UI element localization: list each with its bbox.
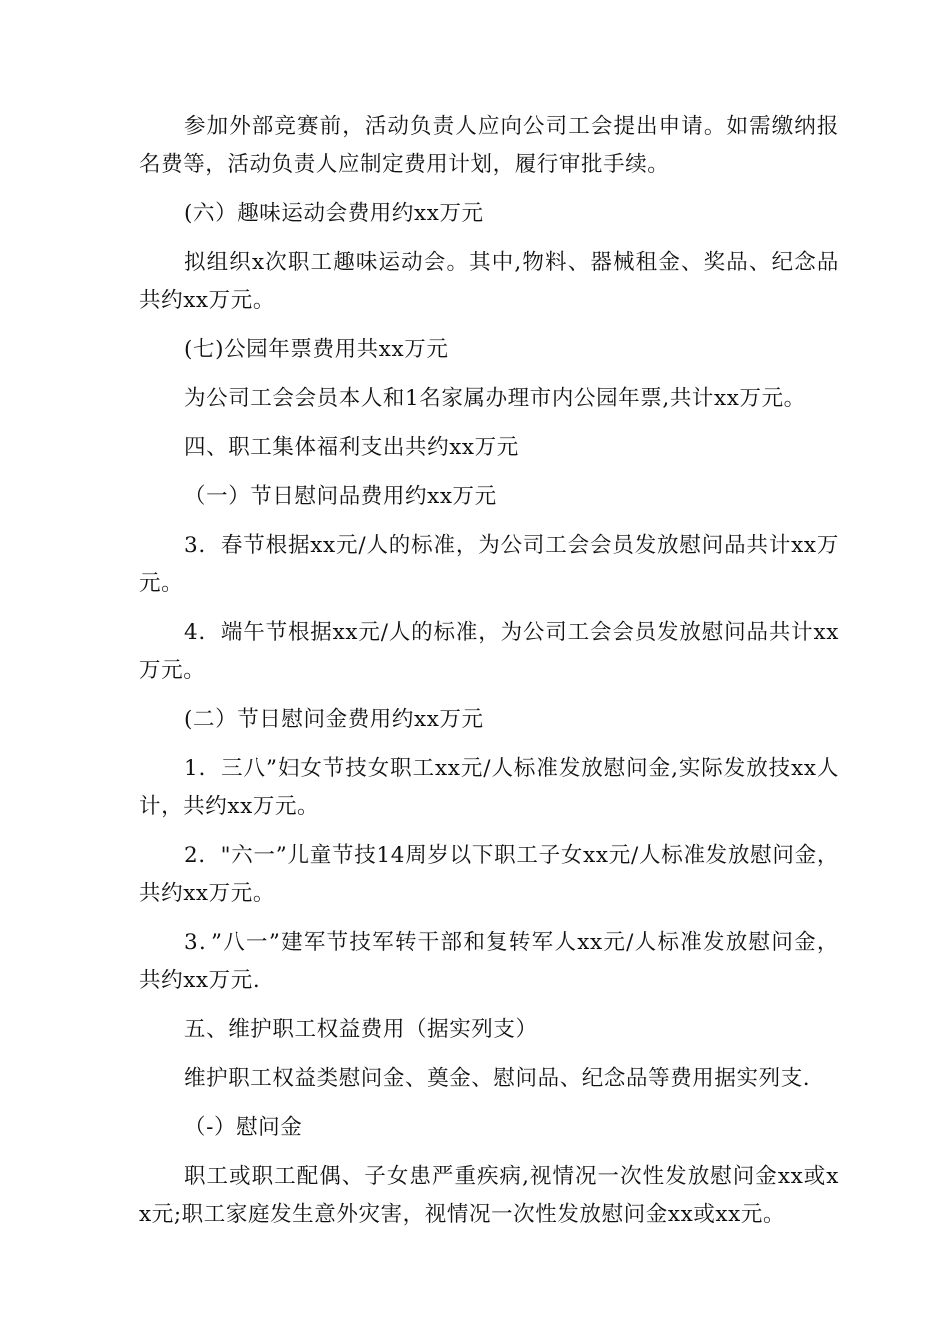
paragraph-dragon-boat-gifts: 4．端午节根据xx元/人的标准，为公司工会会员发放慰问品共计xx万元。 <box>139 620 839 683</box>
paragraph-park-annual-pass: 为公司工会会员本人和1名家属办理市内公园年票,共计xx万元。 <box>184 386 806 411</box>
heading-condolence-money: （-）慰问金 <box>184 1115 303 1140</box>
heading-park-annual-pass: (七)公园年票费用共xx万元 <box>184 337 449 362</box>
paragraph-spring-festival-gifts: 3．春节根据xx元/人的标准，为公司工会会员发放慰问品共计xx万元。 <box>139 533 839 596</box>
paragraph-competition-application: 参加外部竞赛前，活动负责人应向公司工会提出申请。如需缴纳报名费等，活动负责人应制定费用计划，履行审批手续。 <box>139 114 839 177</box>
document-body <box>139 108 839 1245</box>
paragraph-womens-day: 1．三八”妇女节技女职工xx元/人标准发放慰问金,实际发放技xx人计，共约xx万元。 <box>139 756 839 819</box>
paragraph-condolence-money: 职工或职工配偶、子女患严重疾病,视情况一次性发放慰问金xx或xx元;职工家庭发生意外灾害，视情况一次性发放慰问金xx或xx元。 <box>139 1164 839 1227</box>
heading-holiday-gifts: （一）节日慰问品费用约xx万元 <box>184 484 497 509</box>
heading-fun-sports-meeting: (六）趣味运动会费用约xx万元 <box>184 201 484 226</box>
paragraph-fun-sports-meeting: 拟组织x次职工趣味运动会。其中,物料、器械租金、奖品、纪念品共约xx万元。 <box>139 250 839 313</box>
heading-collective-welfare: 四、职工集体福利支出共约xx万元 <box>184 435 519 460</box>
paragraph-childrens-day: 2．"六一”儿童节技14周岁以下职工子女xx元/人标准发放慰问金，共约xx万元。 <box>139 843 839 906</box>
paragraph-rights-protection: 维护职工权益类慰问金、奠金、慰问品、纪念品等费用据实列支. <box>184 1066 811 1091</box>
paragraph-army-day: 3．”八一”建军节技军转干部和复转军人xx元/人标准发放慰问金，共约xx万元. <box>139 930 839 993</box>
heading-rights-protection: 五、维护职工权益费用（据实列支） <box>184 1017 538 1042</box>
heading-holiday-allowance: (二）节日慰问金费用约xx万元 <box>184 707 484 732</box>
